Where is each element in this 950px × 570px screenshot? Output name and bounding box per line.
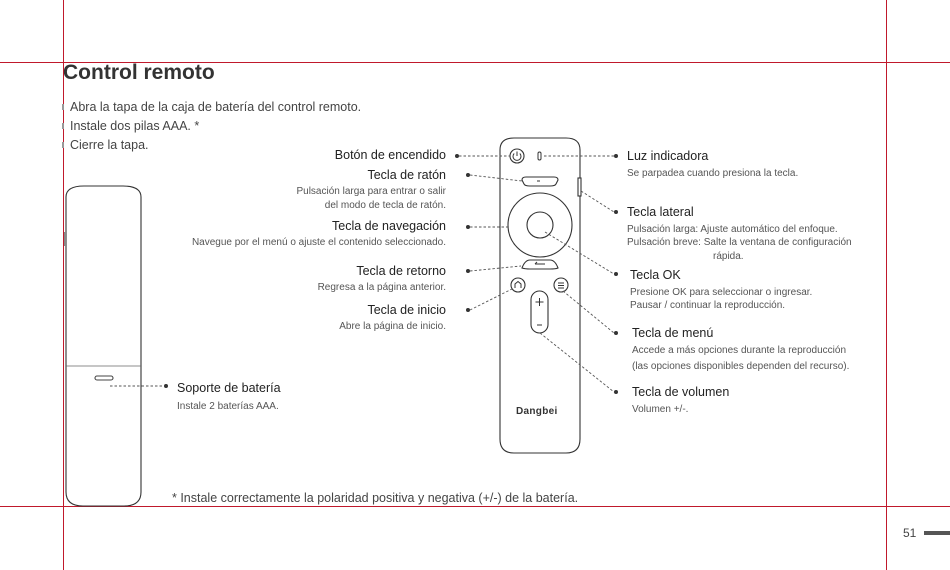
side-key-desc-1: Pulsación larga: Ajuste automático del enfoque. — [627, 224, 838, 235]
step-3-bullet — [62, 142, 64, 148]
step-3: Cierre la tapa. — [70, 138, 149, 152]
mouse-key-desc-2: del modo de tecla de ratón. — [324, 200, 446, 211]
volume-key — [531, 291, 548, 333]
battery-latch-icon — [95, 376, 113, 380]
battery-footnote: * Instale correctamente la polaridad positiva y negativa (+/-) de la batería. — [172, 491, 579, 505]
indicator-light — [538, 152, 541, 160]
nav-key-label: Tecla de navegación — [332, 219, 446, 233]
home-key-label: Tecla de inicio — [367, 303, 446, 317]
back-key-label: Tecla de retorno — [356, 264, 446, 278]
home-key — [511, 278, 525, 292]
side-key — [578, 178, 581, 196]
mouse-key-label: Tecla de ratón — [367, 168, 446, 182]
battery-holder-desc: Instale 2 baterías AAA. — [177, 401, 279, 412]
indicator-light-label: Luz indicadora — [627, 149, 709, 163]
side-key-desc-3: rápida. — [713, 251, 744, 262]
page-number: 51 — [903, 526, 917, 540]
volume-key-label: Tecla de volumen — [632, 385, 730, 399]
home-key-desc: Abre la página de inicio. — [339, 321, 446, 332]
ok-key-label: Tecla OK — [630, 268, 681, 282]
battery-holder-label: Soporte de batería — [177, 381, 281, 395]
nav-key-desc: Navegue por el menú o ajuste el contenido seleccionado. — [191, 237, 446, 248]
ok-key-desc-1: Presione OK para seleccionar o ingresar. — [630, 287, 813, 298]
volume-key-desc: Volumen +/-. — [632, 404, 689, 415]
power-button-label: Botón de encendido — [334, 148, 446, 162]
page-number-bar — [924, 531, 950, 535]
ok-key-desc-2: Pausar / continuar la reproducción. — [630, 300, 786, 311]
step-1-bullet — [62, 104, 64, 110]
side-key-label: Tecla lateral — [627, 205, 694, 219]
mouse-key-desc-1: Pulsación larga para entrar o salir — [296, 186, 446, 197]
side-key-desc-2: Pulsación breve: Salte la ventana de configuración — [627, 237, 852, 248]
step-2-bullet — [62, 123, 64, 129]
remote-back-drawing — [64, 186, 141, 506]
menu-key-label: Tecla de menú — [632, 326, 714, 340]
menu-key-desc-2: (las opciones disponibles dependen del recurso). — [632, 361, 850, 372]
step-1: Abra la tapa de la caja de batería del control remoto. — [70, 100, 362, 114]
back-key-desc: Regresa a la página anterior. — [317, 282, 446, 293]
remote-brand-logo: Dangbei — [516, 406, 558, 417]
step-2: Instale dos pilas AAA. * — [70, 119, 200, 133]
menu-key-desc-1: Accede a más opciones durante la reproducción — [632, 345, 847, 356]
indicator-light-desc: Se parpadea cuando presiona la tecla. — [627, 168, 799, 179]
page-title: Control remoto — [63, 61, 215, 84]
nav-ring — [508, 193, 572, 257]
